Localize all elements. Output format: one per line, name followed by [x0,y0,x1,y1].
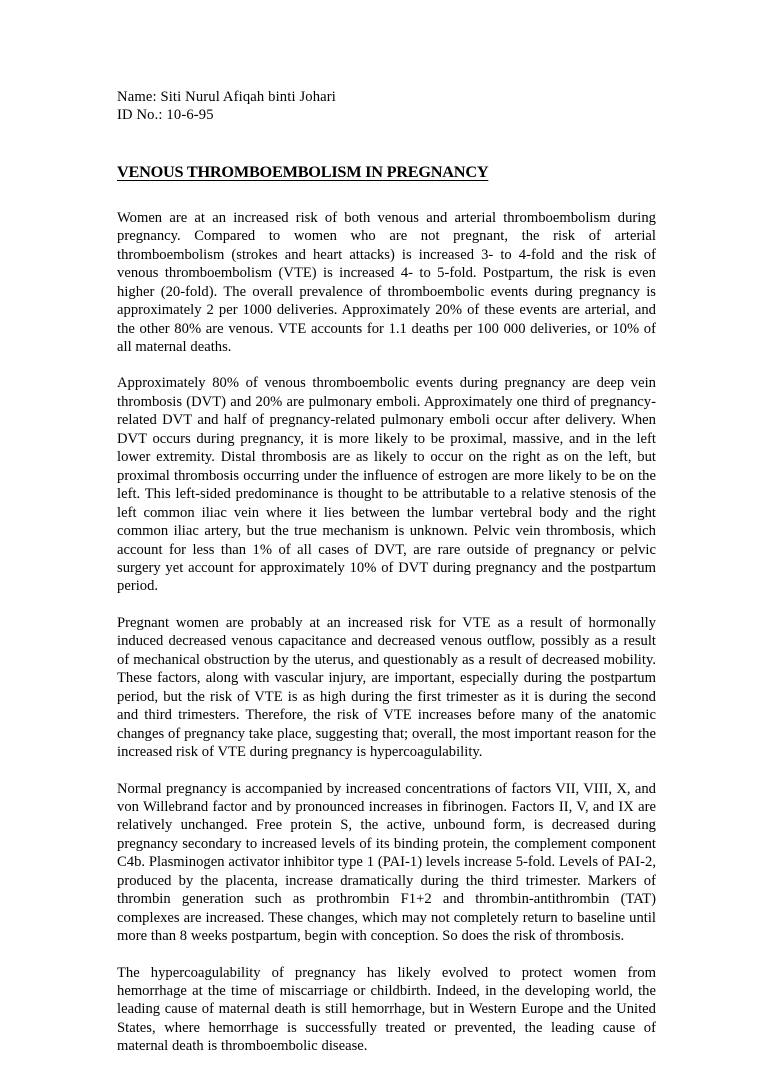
student-id-line: ID No.: 10-6-95 [117,107,214,124]
body-paragraph-4: Normal pregnancy is accompanied by increased concentrations of factors VII, VIII, X, and von Willebrand factor and by pronounced increases in fibrinogen. Factors II, V, and IX are relatively unchanged. Free protein S, the active, unbound form, is decreased during pregnancy secondary to increased levels of its binding protein, the complement component C4b. Plasminogen activator inhibitor type 1 (PAI-1) levels increase 5-fold. Levels of PAI-2, produced by the placenta, increase dramatically during the third trimester. Markers of thrombin generation such as prothrombin F1+2 and thrombin-antithrombin (TAT) complexes are increased. These changes, which may not completely return to baseline until more than 8 weeks postpartum, begin with conception. So does the risk of thrombosis. [117,780,656,945]
student-name-line: Name: Siti Nurul Afiqah binti Johari [117,89,337,105]
body-paragraph-5: The hypercoagulability of pregnancy has likely evolved to protect women from hemorrhage at the time of miscarriage or childbirth. Indeed, in the developing world, the leading cause of maternal death is still hemorrhage, but in Western Europe and the United States, where hemorrhage is successfully treated or prevented, the leading cause of maternal death is thromboembolic disease. [117,964,656,1055]
document-body [117,88,656,1056]
body-paragraph-1: Women are at an increased risk of both venous and arterial thromboembolism during pregnancy. Compared to women who are not pregnant, the risk of arterial thromboembolism (strokes and heart attacks) is increased 3- to 4-fold and the risk of venous thromboembolism (VTE) is increased 4- to 5-fold. Postpartum, the risk is even higher (20-fold). The overall prevalence of thromboembolic events during pregnancy is approximately 2 per 1000 deliveries. Approximately 20% of these events are arterial, and the other 80% are venous. VTE accounts for 1.1 deaths per 100 000 deliveries, or 10% of all maternal deaths. [117,209,656,355]
page-title: VENOUS THROMBOEMBOLISM IN PREGNANCY [117,161,489,181]
body-paragraph-3: Pregnant women are probably at an increased risk for VTE as a result of hormonally induced decreased venous capacitance and decreased venous outflow, possibly as a result of mechanical obstruction by the uterus, and questionably as a result of decreased mobility. These factors, along with vascular injury, are important, especially during the postpartum period, but the risk of VTE is as high during the first trimester as it is during the second and third trimesters. Therefore, the risk of VTE increases before many of the anatomic changes of pregnancy take place, suggesting that; overall, the most important reason for the increased risk of VTE during pregnancy is hypercoagulability. [117,614,656,761]
body-paragraph-2: Approximately 80% of venous thromboembolic events during pregnancy are deep vein thrombosis (DVT) and 20% are pulmonary emboli. Approximately one third of pregnancy-related DVT and half of pregnancy-related pulmonary emboli occur after delivery. When DVT occurs during pregnancy, it is more likely to be proximal, massive, and in the left lower extremity. Distal thrombosis are as likely to occur on the right as on the left, but proximal thrombosis occurring under the influence of estrogen are more likely to be on the left. This left-sided predominance is thought to be attributable to a relative stenosis of the left common iliac vein where it lies between the lumbar vertebral body and the right common iliac artery, but the true mechanism is unknown. Pelvic vein thrombosis, which account for less than 1% of all cases of DVT, are rare outside of pregnancy or pelvic surgery yet account for approximately 10% of DVT during pregnancy and the postpartum period. [117,375,656,595]
